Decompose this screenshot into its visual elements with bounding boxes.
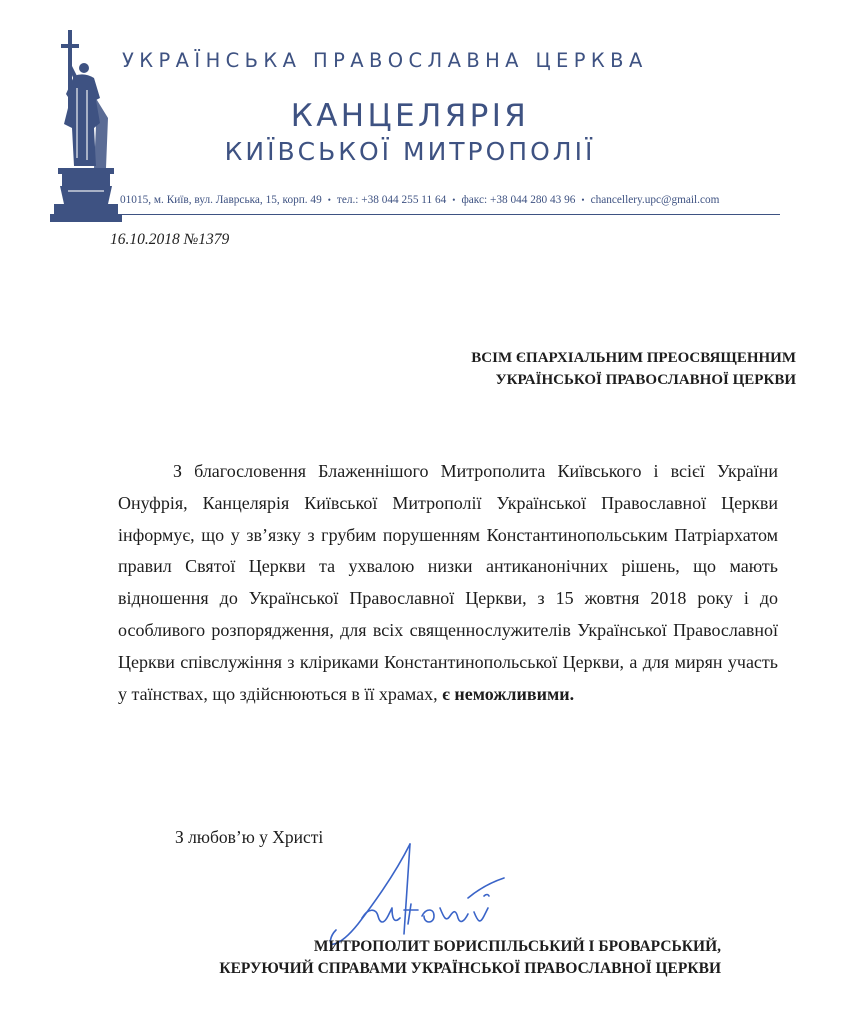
office-title: КАНЦЕЛЯРІЯ [290, 98, 530, 134]
letterhead-divider [112, 214, 780, 215]
separator: • [581, 195, 585, 205]
fax: факс: +38 044 280 43 96 [461, 194, 576, 206]
letter-body [118, 456, 778, 710]
body-emphasis: є неможливими. [442, 683, 575, 704]
handwritten-signature [318, 838, 518, 948]
signatory-line: КЕРУЮЧИЙ СПРАВАМИ УКРАЇНСЬКОЇ ПРАВОСЛАВНОЇ ЦЕРКВИ [219, 960, 721, 977]
addressee-line: УКРАЇНСЬКОЇ ПРАВОСЛАВНОЇ ЦЕРКВИ [495, 372, 796, 388]
addressee [471, 347, 796, 391]
separator: • [327, 195, 331, 205]
addressee-line: ВСІМ ЄПАРХІАЛЬНИМ ПРЕОСВЯЩЕННИМ [471, 350, 796, 366]
church-name: УКРАЇНСЬКА ПРАВОСЛАВНА ЦЕРКВА [122, 49, 648, 72]
email: chancellery.upc@gmail.com [590, 194, 720, 206]
document-reference: 16.10.2018 №1379 [110, 231, 230, 248]
signatory [219, 936, 721, 980]
phone: тел.: +38 044 255 11 64 [336, 194, 447, 206]
body-paragraph [118, 456, 778, 710]
signatory-line: МИТРОПОЛИТ БОРИСПІЛЬСЬКИЙ І БРОВАРСЬКИЙ, [313, 938, 721, 955]
contact-line [120, 194, 778, 206]
address: 01015, м. Київ, вул. Лаврська, 15, корп. 49 [120, 194, 322, 206]
saint-vladimir-monument-icon [50, 28, 122, 224]
separator: • [452, 195, 456, 205]
body-text: З благословення Блаженнішого Митрополита Київського і всієї України Онуфрія, Канцелярія Київської Митрополії Української Православної Церкви інформує, що у зв’язку з грубим порушенням Константинопольським Патріархатом правил Святої Церкви та ухвалою низки антиканонічних рішень, що мають відношення до Української Православної Церкви, з 15 жовтня 2018 року і до особливого розпорядження, для всіх священнослужителів Української Православної Церкви співслужіння з кліриками Константинопольської Церкви, а для мирян участь у таїнствах, що здійснюються в її храмах, [118, 461, 778, 704]
closing-phrase: З любов’ю у Христі [175, 827, 324, 847]
office-subtitle: КИЇВСЬКОЇ МИТРОПОЛІЇ [224, 137, 596, 166]
